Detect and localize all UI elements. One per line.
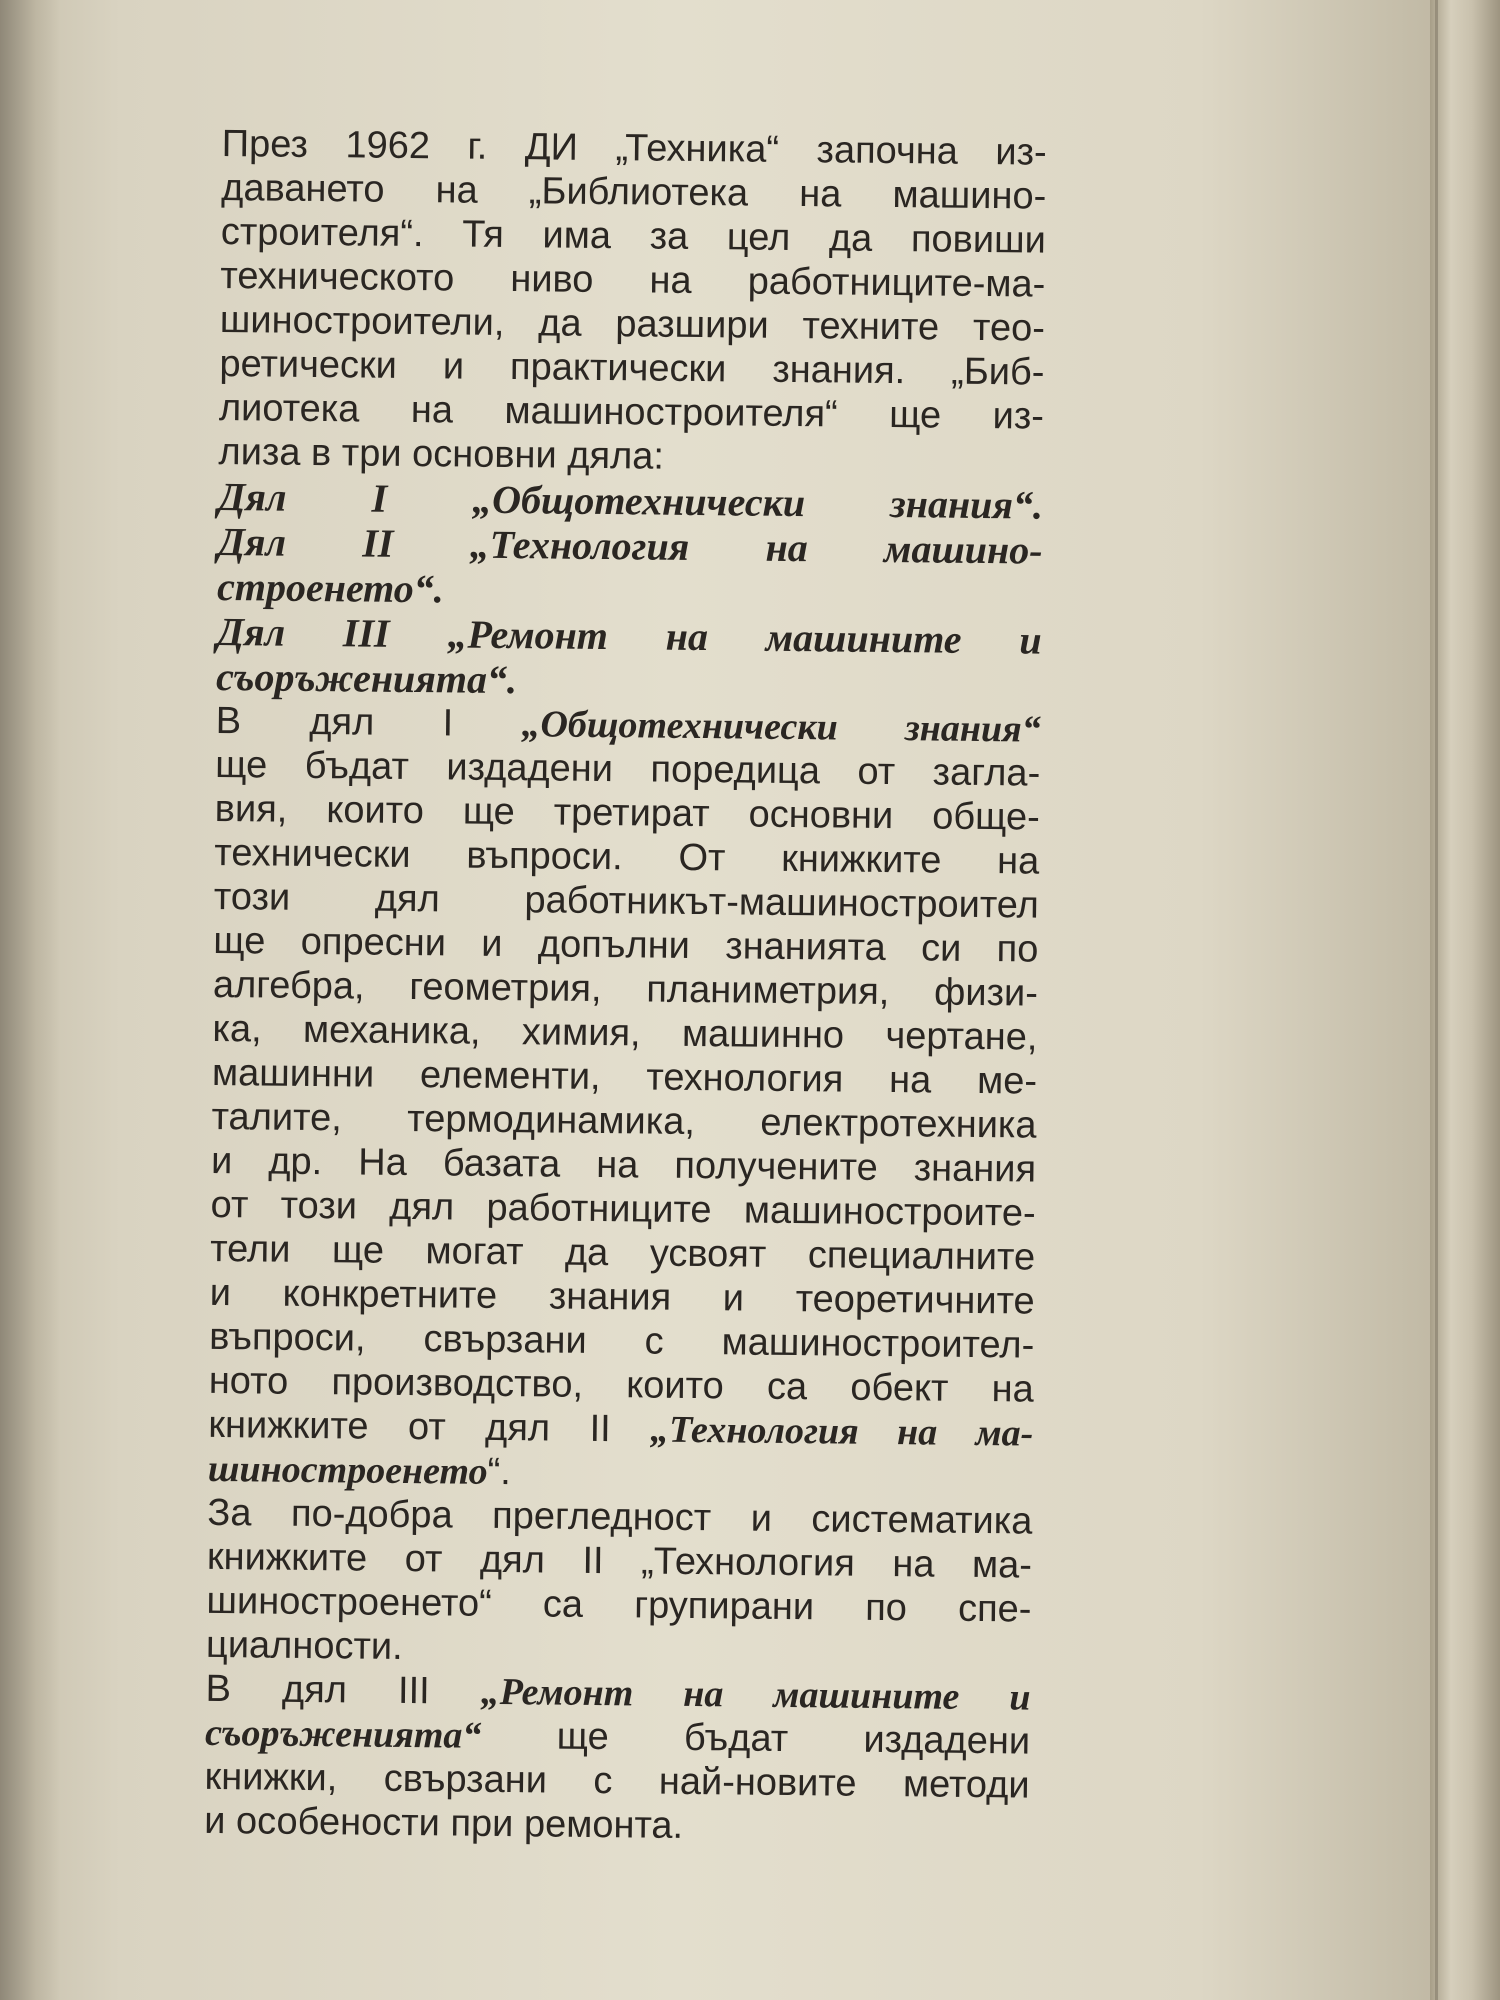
inline-title: „Технология на ма-: [649, 1408, 1034, 1455]
text-line: шиностроенето“ са групирани по спе-: [206, 1579, 1032, 1631]
text-line: въпроси, свързани с машиностроител-: [209, 1315, 1035, 1367]
section-heading-3-cont: съоръженията“.: [215, 653, 518, 703]
text-line: книжките от дял II „Технология на ма-: [206, 1535, 1033, 1587]
text-line: тели ще могат да усвоят специалните: [209, 1227, 1036, 1279]
inline-text: книжките от дял II: [208, 1403, 651, 1451]
inline-title: съоръженията“: [204, 1711, 482, 1757]
text-line: алгебра, геометрия, планиметрия, физи-: [212, 963, 1039, 1015]
inline-title: шиностроенето: [207, 1447, 488, 1493]
text-line: и др. На базата на получените знания: [210, 1139, 1037, 1191]
text-line: строителя“. Тя има за цел да повиши: [220, 210, 1047, 262]
section-heading-2-cont: строенето“.: [216, 563, 444, 612]
section-heading-1: Дял I „Общотехнически знания“.: [217, 473, 1044, 528]
text-line: циалности.: [205, 1623, 403, 1668]
inline-text: “.: [487, 1450, 512, 1494]
text-line: и конкретните знания и теоретичните: [209, 1271, 1035, 1323]
section-heading-2: Дял II „Технология на машино-: [217, 518, 1043, 573]
text-line: даването на „Библиотека на машино-: [221, 166, 1047, 218]
text-line: от този дял работниците машиностроите-: [210, 1183, 1036, 1235]
page-text: [204, 122, 1047, 1852]
text-line: лиотека на машиностроителя“ ще из-: [218, 386, 1045, 438]
inline-text: ще бъдат издадени: [481, 1714, 1031, 1763]
text-line: този дял работникът-машиностроител: [213, 875, 1040, 927]
text-line: техническото ниво на работниците-ма-: [220, 254, 1046, 306]
text-line: ретически и практически знания. „Биб-: [219, 342, 1045, 394]
inline-text: В дял III: [205, 1667, 482, 1713]
text-line: технически въпроси. От книжките на: [214, 831, 1040, 883]
page-edge: [1430, 0, 1500, 2000]
text-line: За по-добра прегледност и систематика: [207, 1491, 1033, 1543]
inline-title: „Общотехнически знания“: [521, 703, 1041, 751]
text-line: шиностроители, да разшири техните тео-: [219, 298, 1046, 350]
inline-text: В дял I: [215, 699, 522, 746]
text-line: и особености при ремонта.: [203, 1799, 684, 1847]
binding-shadow: [0, 0, 60, 2000]
text-line: книжки, свързани с най-новите методи: [204, 1755, 1030, 1807]
inline-title: „Ремонт на машините и: [480, 1670, 1031, 1719]
text-line: ното производство, които са обект на: [208, 1359, 1034, 1411]
page-gutter-line: [1435, 0, 1438, 2000]
text-line: талите, термодинамика, електротехника: [211, 1095, 1037, 1147]
text-line: През 1962 г. ДИ „Техника“ започна из-: [221, 122, 1047, 174]
text-line: лиза в три основни дяла:: [218, 430, 665, 478]
text-line: ще опресни и допълни знанията си по: [213, 919, 1039, 971]
text-line: ка, механика, химия, машинно чертане,: [212, 1007, 1038, 1059]
text-line: машинни елементи, технология на ме-: [211, 1051, 1038, 1103]
section-heading-3: Дял III „Ремонт на машините и: [216, 608, 1042, 663]
text-line: вия, които ще третират основни обще-: [214, 787, 1040, 839]
text-line: ще бъдат издадени поредица от загла-: [215, 743, 1041, 795]
